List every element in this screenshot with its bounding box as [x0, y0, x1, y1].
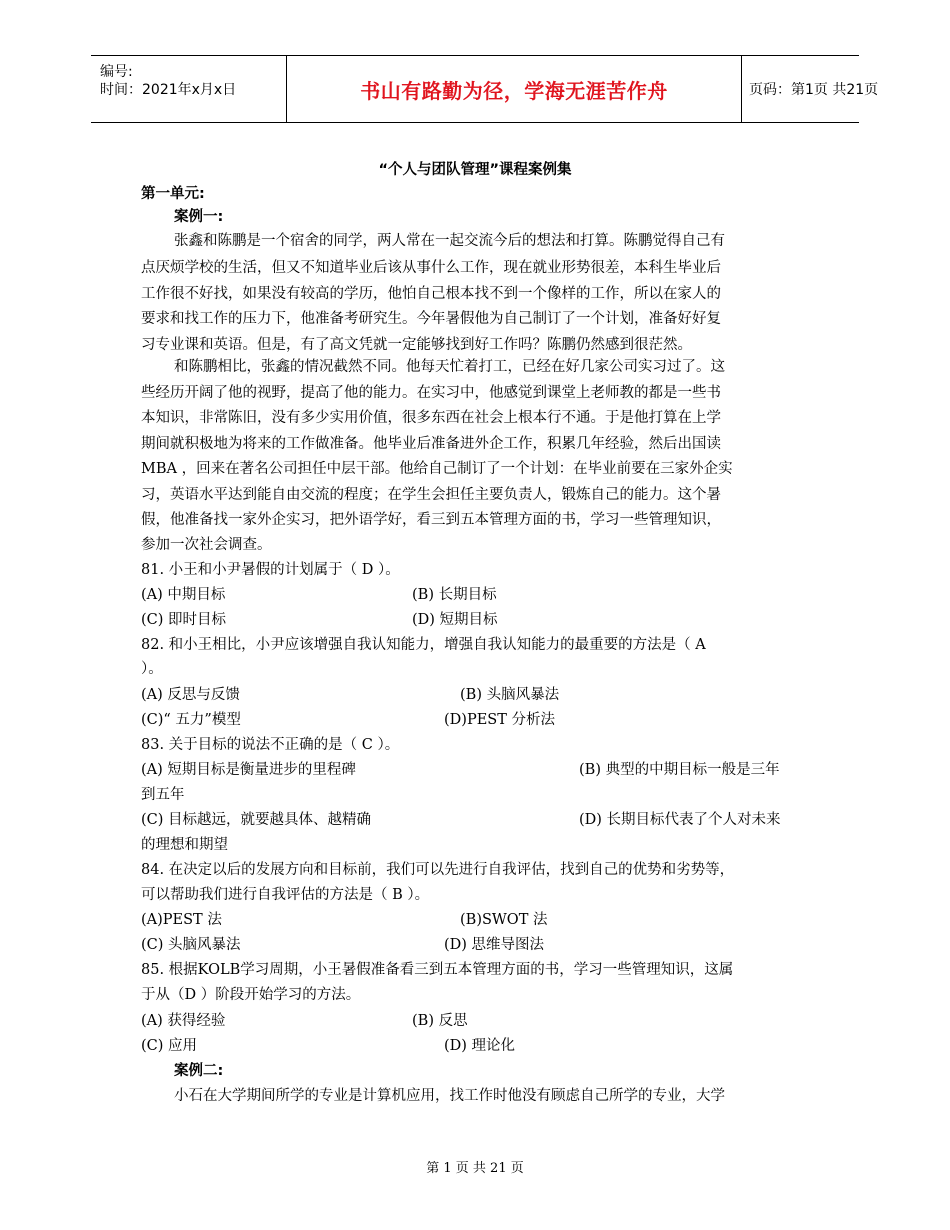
question-84: 84. 在决定以后的发展方向和目标前，我们可以先进行自我评估，找到自己的优势和劣势等， — [141, 862, 735, 878]
case1-line: 习，英语水平达到能自由交流的程度；在学生会担任主要负责人，锻炼自己的能力。这个暑 — [141, 487, 721, 503]
option-84-c: (C) 头脑风暴法 — [141, 937, 241, 953]
case1-line: 些经历开阔了他的视野，提高了他的能力。在实习中，他感觉到课堂上老师教的都是一些书 — [141, 385, 721, 401]
document-time-label: 时间：2021年x月x日 — [100, 82, 237, 98]
option-85-b: (B) 反思 — [412, 1013, 468, 1029]
page-footer: 第 1 页 共 21 页 — [426, 1161, 524, 1176]
case2-heading: 案例二: — [174, 1063, 224, 1079]
document-title: “个人与团队管理”课程案例集 — [378, 162, 572, 178]
case1-line: 工作很不好找，如果没有较高的学历，他怕自己根本找不到一个像样的工作，所以在家人的 — [141, 286, 721, 302]
question-82-cont: ）。 — [141, 661, 163, 677]
option-83-b-cont: 到五年 — [141, 787, 185, 803]
option-84-d: (D) 思维导图法 — [444, 937, 545, 953]
option-81-b: (B) 长期目标 — [412, 587, 497, 603]
header-page-cell — [741, 56, 879, 122]
option-84-a: (A)PEST 法 — [141, 912, 222, 928]
option-83-b: (B) 典型的中期目标一般是三年 — [579, 762, 780, 778]
header-page-info: 页码：第1页 共21页 — [749, 82, 879, 98]
case1-line: 要求和找工作的压力下，他准备考研究生。今年暑假他为自己制订了一个计划，准备好好复 — [141, 311, 721, 327]
header-left-cell — [91, 56, 286, 122]
option-85-c: (C) 应用 — [141, 1038, 198, 1054]
option-84-b: (B)SWOT 法 — [460, 912, 548, 928]
case1-line: 期间就积极地为将来的工作做准备。他毕业后准备进外企工作，积累几年经验，然后出国读 — [141, 436, 721, 452]
case1-line: 本知识，非常陈旧，没有多少实用价值，很多东西在社会上根本行不通。于是他打算在上学 — [141, 410, 721, 426]
case1-line: MBA ，回来在著名公司担任中层干部。他给自己制订了一个计划：在毕业前要在三家外企实 — [141, 461, 733, 477]
option-82-c: (C)“ 五力”模型 — [141, 712, 241, 728]
header-motto-cell — [286, 56, 742, 122]
document-number-label: 编号: — [100, 64, 133, 80]
question-85: 85. 根据KOLB学习周期，小王暑假准备看三到五本管理方面的书，学习一些管理知识，这属 — [141, 962, 734, 978]
option-83-a: (A) 短期目标是衡量进步的里程碑 — [141, 762, 356, 778]
case1-heading: 案例一: — [174, 209, 224, 225]
option-85-a: (A) 获得经验 — [141, 1013, 226, 1029]
page-header — [91, 55, 879, 123]
case1-line: 点厌烦学校的生活，但又不知道毕业后该从事什么工作，现在就业形势很差，本科生毕业后 — [141, 260, 721, 276]
question-83: 83. 关于目标的说法不正确的是（ C ）。 — [141, 737, 400, 753]
option-83-c: (C) 目标越远，就要越具体、越精确 — [141, 812, 372, 828]
case1-line: 习专业课和英语。但是，有了高文凭就一定能够找到好工作吗？陈鹏仍然感到很茫然。 — [141, 337, 692, 353]
option-82-b: (B) 头脑风暴法 — [460, 687, 560, 703]
case1-line: 假，他准备找一家外企实习，把外语学好，看三到五本管理方面的书，学习一些管理知识， — [141, 512, 721, 528]
unit-heading: 第一单元: — [141, 186, 205, 202]
question-82: 82. 和小王相比，小尹应该增强自我认知能力，增强自我认知能力的最重要的方法是（ A — [141, 637, 706, 653]
question-84-cont: 可以帮助我们进行自我评估的方法是（ B ）。 — [141, 887, 430, 903]
question-85-cont: 于从（D ）阶段开始学习的方法。 — [141, 987, 361, 1003]
case1-line: 和陈鹏相比，张鑫的情况截然不同。他每天忙着打工，已经在好几家公司实习过了。这 — [174, 359, 725, 375]
option-82-d: (D)PEST 分析法 — [444, 712, 555, 728]
case1-line: 参加一次社会调查。 — [141, 537, 272, 553]
case1-line: 张鑫和陈鹏是一个宿舍的同学，两人常在一起交流今后的想法和打算。陈鹏觉得自己有 — [174, 233, 725, 249]
option-85-d: (D) 理论化 — [444, 1038, 516, 1054]
header-motto: 书山有路勤为径，学海无涯苦作舟 — [360, 78, 668, 103]
option-83-d: (D) 长期目标代表了个人对未来 — [579, 812, 781, 828]
question-81: 81. 小王和小尹暑假的计划属于（ D ）。 — [141, 562, 400, 578]
option-81-a: (A) 中期目标 — [141, 587, 226, 603]
case2-line: 小石在大学期间所学的专业是计算机应用，找工作时他没有顾虑自己所学的专业，大学 — [174, 1088, 725, 1104]
option-81-d: (D) 短期目标 — [412, 612, 498, 628]
option-83-d-cont: 的理想和期望 — [141, 837, 228, 853]
option-81-c: (C) 即时目标 — [141, 612, 227, 628]
option-82-a: (A) 反思与反馈 — [141, 687, 240, 703]
